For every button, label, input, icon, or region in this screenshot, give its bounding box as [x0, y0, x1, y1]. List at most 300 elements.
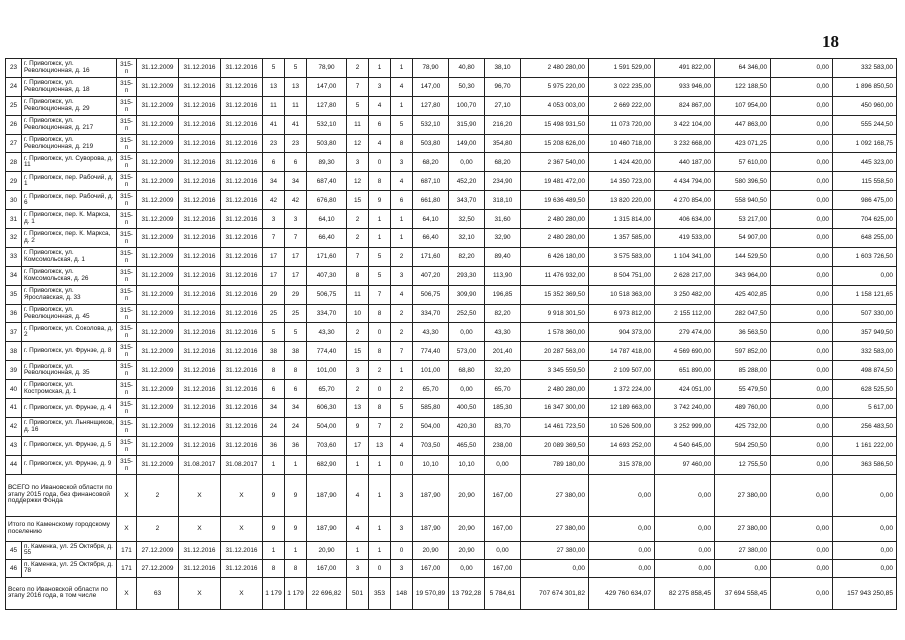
cell-s3: 491 822,00 [655, 59, 715, 78]
summary-area: 187,90 [307, 516, 347, 541]
cell-s2: 1 372 224,00 [589, 380, 655, 399]
address-cell: п. Каменка, ул. 25 Октября, д. 78 [22, 559, 117, 577]
cell-s1: 11 476 932,00 [521, 266, 589, 285]
cell-e: 7 [369, 417, 391, 436]
address-cell: г. Приволжск, ул. Фрунзе, д. 4 [22, 399, 117, 418]
summary-d1: 2 [137, 516, 179, 541]
cell-area: 64,10 [307, 210, 347, 229]
cell-s5: 0,00 [771, 210, 833, 229]
summary-area2: 187,90 [413, 516, 449, 541]
cell-s1: 2 367 540,00 [521, 153, 589, 172]
cell-area: 503,80 [307, 134, 347, 153]
cell-d1: 31.12.2009 [137, 115, 179, 134]
cell-d2: 31.12.2016 [179, 285, 221, 304]
cell-s4: 558 940,50 [715, 191, 771, 210]
cell-s5: 0,00 [771, 134, 833, 153]
cell-s1: 2 480 280,00 [521, 59, 589, 78]
cell-d1: 31.12.2009 [137, 342, 179, 361]
cell-s4: 57 610,00 [715, 153, 771, 172]
cell-s6: 445 323,00 [833, 153, 897, 172]
cell-a: 6 [263, 380, 285, 399]
summary-label: Всего по Ивановской области по этапу 2016 года, в том числе [6, 577, 117, 609]
cell-b: 8 [285, 361, 307, 380]
cell-d1: 31.12.2009 [137, 285, 179, 304]
cell-s1: 6 426 180,00 [521, 247, 589, 266]
cell-d2: 31.12.2016 [179, 541, 221, 559]
cell-h: 65,70 [485, 380, 521, 399]
summary-s4: 37 694 558,45 [715, 577, 771, 609]
cell-s2: 6 973 812,00 [589, 304, 655, 323]
summary-b: 9 [285, 474, 307, 516]
cell-s6: 1 092 168,75 [833, 134, 897, 153]
table-row [6, 59, 897, 78]
cell-s2: 11 073 720,00 [589, 115, 655, 134]
summary-s6: 157 943 250,85 [833, 577, 897, 609]
cell-s6: 0,00 [833, 541, 897, 559]
cell-s1: 15 498 931,50 [521, 115, 589, 134]
cell-d2: 31.12.2016 [179, 134, 221, 153]
cell-a: 5 [263, 59, 285, 78]
cell-g: 0,00 [449, 153, 485, 172]
cell-d1: 31.12.2009 [137, 191, 179, 210]
cell-d3: 31.12.2016 [221, 399, 263, 418]
table-row [6, 210, 897, 229]
cell-s5: 0,00 [771, 191, 833, 210]
cell-b: 13 [285, 77, 307, 96]
cell-s4: 122 188,50 [715, 77, 771, 96]
cell-e: 6 [369, 115, 391, 134]
cell-s2: 2 669 222,00 [589, 96, 655, 115]
cell-a: 8 [263, 559, 285, 577]
cell-d2: 31.12.2016 [179, 191, 221, 210]
cell-h: 0,00 [485, 541, 521, 559]
cell-code: 315-п [117, 266, 137, 285]
cell-s5: 0,00 [771, 342, 833, 361]
row-number: 27 [6, 134, 22, 153]
summary-e: 1 [369, 474, 391, 516]
summary-code: X [117, 577, 137, 609]
row-number: 26 [6, 115, 22, 134]
summary-s2: 0,00 [589, 516, 655, 541]
cell-s3: 0,00 [655, 559, 715, 577]
cell-f: 2 [391, 380, 413, 399]
cell-a: 11 [263, 96, 285, 115]
cell-d3: 31.12.2016 [221, 285, 263, 304]
cell-b: 17 [285, 266, 307, 285]
table-row [6, 229, 897, 248]
row-number: 46 [6, 559, 22, 577]
cell-f: 1 [391, 59, 413, 78]
row-number: 32 [6, 229, 22, 248]
cell-area2: 147,00 [413, 77, 449, 96]
cell-c: 7 [347, 77, 369, 96]
cell-g: 252,50 [449, 304, 485, 323]
cell-s2: 0,00 [589, 541, 655, 559]
cell-area: 676,80 [307, 191, 347, 210]
cell-e: 4 [369, 96, 391, 115]
cell-s5: 0,00 [771, 285, 833, 304]
cell-area2: 687,10 [413, 172, 449, 191]
cell-h: 32,90 [485, 229, 521, 248]
cell-g: 465,50 [449, 436, 485, 455]
cell-d2: 31.12.2016 [179, 96, 221, 115]
cell-s4: 53 217,00 [715, 210, 771, 229]
address-cell: г. Приволжск, пер. К. Маркса, д. 1 [22, 210, 117, 229]
summary-g: 20,90 [449, 516, 485, 541]
cell-a: 23 [263, 134, 285, 153]
cell-area: 66,40 [307, 229, 347, 248]
cell-s6: 1 158 121,65 [833, 285, 897, 304]
summary-a: 9 [263, 474, 285, 516]
cell-area2: 43,30 [413, 323, 449, 342]
cell-c: 17 [347, 436, 369, 455]
address-cell: г. Приволжск, ул. Революционная, д. 35 [22, 361, 117, 380]
address-cell: г. Приволжск, ул. Революционная, д. 45 [22, 304, 117, 323]
cell-d2: 31.12.2016 [179, 342, 221, 361]
cell-h: 38,10 [485, 59, 521, 78]
cell-d2: 31.12.2016 [179, 323, 221, 342]
cell-area: 703,60 [307, 436, 347, 455]
cell-e: 1 [369, 229, 391, 248]
cell-b: 3 [285, 210, 307, 229]
cell-area: 20,90 [307, 541, 347, 559]
cell-s2: 14 693 252,00 [589, 436, 655, 455]
cell-c: 12 [347, 134, 369, 153]
cell-s3: 933 946,00 [655, 77, 715, 96]
cell-code: 315-п [117, 455, 137, 474]
cell-c: 2 [347, 323, 369, 342]
summary-d3: X [221, 577, 263, 609]
cell-f: 3 [391, 559, 413, 577]
summary-b: 1 179 [285, 577, 307, 609]
cell-s5: 0,00 [771, 115, 833, 134]
cell-code: 315-п [117, 59, 137, 78]
cell-area: 682,90 [307, 455, 347, 474]
cell-a: 1 [263, 541, 285, 559]
summary-d2: X [179, 516, 221, 541]
address-cell: г. Приволжск, ул. Революционная, д. 16 [22, 59, 117, 78]
cell-c: 3 [347, 559, 369, 577]
cell-h: 82,20 [485, 304, 521, 323]
cell-f: 1 [391, 96, 413, 115]
cell-s4: 54 907,00 [715, 229, 771, 248]
cell-s6: 450 960,00 [833, 96, 897, 115]
cell-s5: 0,00 [771, 153, 833, 172]
cell-s4: 144 529,50 [715, 247, 771, 266]
summary-d1: 2 [137, 474, 179, 516]
cell-s1: 15 208 626,00 [521, 134, 589, 153]
cell-s2: 0,00 [589, 559, 655, 577]
cell-d3: 31.12.2016 [221, 172, 263, 191]
cell-e: 0 [369, 559, 391, 577]
cell-d3: 31.12.2016 [221, 77, 263, 96]
cell-s1: 14 461 723,50 [521, 417, 589, 436]
cell-s3: 424 051,00 [655, 380, 715, 399]
cell-b: 11 [285, 96, 307, 115]
cell-h: 185,30 [485, 399, 521, 418]
table-row [6, 191, 897, 210]
cell-e: 7 [369, 285, 391, 304]
cell-s1: 9 918 301,50 [521, 304, 589, 323]
cell-d2: 31.08.2017 [179, 455, 221, 474]
cell-s1: 3 345 559,50 [521, 361, 589, 380]
cell-s6: 986 475,00 [833, 191, 897, 210]
cell-d1: 31.12.2009 [137, 399, 179, 418]
cell-s5: 0,00 [771, 541, 833, 559]
cell-f: 8 [391, 134, 413, 153]
cell-d2: 31.12.2016 [179, 115, 221, 134]
cell-area2: 127,80 [413, 96, 449, 115]
cell-d1: 31.12.2009 [137, 455, 179, 474]
housing-register-table [5, 58, 897, 610]
cell-s4: 64 346,00 [715, 59, 771, 78]
summary-area2: 187,90 [413, 474, 449, 516]
address-cell: г. Приволжск, ул. Соколова, д. 2 [22, 323, 117, 342]
summary-area2: 19 570,89 [413, 577, 449, 609]
cell-a: 42 [263, 191, 285, 210]
row-number: 35 [6, 285, 22, 304]
cell-s5: 0,00 [771, 247, 833, 266]
cell-g: 100,70 [449, 96, 485, 115]
table-row [6, 134, 897, 153]
cell-d2: 31.12.2016 [179, 247, 221, 266]
cell-s3: 2 628 217,00 [655, 266, 715, 285]
cell-code: 315-п [117, 380, 137, 399]
row-number: 36 [6, 304, 22, 323]
row-number: 30 [6, 191, 22, 210]
cell-d3: 31.12.2016 [221, 342, 263, 361]
address-cell: г. Приволжск, ул. Фрунзе, д. 5 [22, 436, 117, 455]
cell-b: 42 [285, 191, 307, 210]
cell-s2: 3 022 235,00 [589, 77, 655, 96]
summary-s1: 707 674 301,82 [521, 577, 589, 609]
cell-d1: 31.12.2009 [137, 304, 179, 323]
cell-a: 29 [263, 285, 285, 304]
cell-s2: 315 378,00 [589, 455, 655, 474]
table-row [6, 153, 897, 172]
cell-b: 25 [285, 304, 307, 323]
cell-s3: 3 742 240,00 [655, 399, 715, 418]
cell-s6: 332 583,00 [833, 342, 897, 361]
cell-code: 315-п [117, 323, 137, 342]
cell-s2: 1 424 420,00 [589, 153, 655, 172]
cell-s1: 20 287 563,00 [521, 342, 589, 361]
cell-s3: 824 867,00 [655, 96, 715, 115]
row-number: 23 [6, 59, 22, 78]
cell-g: 10,10 [449, 455, 485, 474]
cell-a: 34 [263, 399, 285, 418]
cell-code: 315-п [117, 134, 137, 153]
table-row [6, 417, 897, 436]
cell-s6: 363 586,50 [833, 455, 897, 474]
cell-d3: 31.12.2016 [221, 380, 263, 399]
cell-h: 32,20 [485, 361, 521, 380]
cell-d1: 31.12.2009 [137, 77, 179, 96]
cell-code: 315-п [117, 304, 137, 323]
cell-g: 149,00 [449, 134, 485, 153]
cell-g: 400,50 [449, 399, 485, 418]
row-number: 38 [6, 342, 22, 361]
cell-s6: 1 603 726,50 [833, 247, 897, 266]
summary-area: 187,90 [307, 474, 347, 516]
cell-h: 43,30 [485, 323, 521, 342]
cell-s5: 0,00 [771, 436, 833, 455]
cell-d2: 31.12.2016 [179, 153, 221, 172]
cell-g: 82,20 [449, 247, 485, 266]
cell-d2: 31.12.2016 [179, 266, 221, 285]
summary-s1: 27 380,00 [521, 474, 589, 516]
table-row [6, 361, 897, 380]
cell-d1: 31.12.2009 [137, 266, 179, 285]
summary-d1: 63 [137, 577, 179, 609]
address-cell: г. Приволжск, ул. Комсомольская, д. 1 [22, 247, 117, 266]
cell-area: 127,80 [307, 96, 347, 115]
cell-s4: 594 250,50 [715, 436, 771, 455]
table-row [6, 541, 897, 559]
cell-c: 1 [347, 455, 369, 474]
cell-h: 0,00 [485, 455, 521, 474]
row-number: 29 [6, 172, 22, 191]
cell-s1: 27 380,00 [521, 541, 589, 559]
cell-d2: 31.12.2016 [179, 229, 221, 248]
summary-s3: 0,00 [655, 516, 715, 541]
cell-s2: 10 460 718,00 [589, 134, 655, 153]
cell-e: 1 [369, 541, 391, 559]
cell-s5: 0,00 [771, 172, 833, 191]
cell-d1: 31.12.2009 [137, 210, 179, 229]
cell-d1: 31.12.2009 [137, 153, 179, 172]
cell-d3: 31.12.2016 [221, 323, 263, 342]
cell-d2: 31.12.2016 [179, 436, 221, 455]
cell-area: 65,70 [307, 380, 347, 399]
cell-b: 34 [285, 172, 307, 191]
cell-area2: 101,00 [413, 361, 449, 380]
cell-s6: 555 244,50 [833, 115, 897, 134]
address-cell: г. Приволжск, пер. К. Маркса, д. 2 [22, 229, 117, 248]
cell-code: 171 [117, 559, 137, 577]
cell-area2: 334,70 [413, 304, 449, 323]
cell-code: 315-п [117, 285, 137, 304]
cell-s3: 97 460,00 [655, 455, 715, 474]
cell-b: 1 [285, 541, 307, 559]
cell-area2: 78,90 [413, 59, 449, 78]
cell-area: 101,00 [307, 361, 347, 380]
cell-h: 216,20 [485, 115, 521, 134]
cell-e: 1 [369, 455, 391, 474]
summary-s5: 0,00 [771, 474, 833, 516]
summary-s6: 0,00 [833, 474, 897, 516]
cell-s4: 282 047,50 [715, 304, 771, 323]
cell-c: 11 [347, 115, 369, 134]
cell-s4: 0,00 [715, 559, 771, 577]
cell-d1: 31.12.2009 [137, 134, 179, 153]
summary-h: 167,00 [485, 516, 521, 541]
cell-c: 1 [347, 541, 369, 559]
cell-s2: 1 591 529,00 [589, 59, 655, 78]
cell-d3: 31.12.2016 [221, 134, 263, 153]
summary-b: 9 [285, 516, 307, 541]
cell-c: 3 [347, 153, 369, 172]
cell-d3: 31.12.2016 [221, 304, 263, 323]
cell-e: 9 [369, 191, 391, 210]
cell-e: 0 [369, 380, 391, 399]
summary-row [6, 577, 897, 609]
cell-d1: 31.12.2009 [137, 323, 179, 342]
row-number: 39 [6, 361, 22, 380]
row-number: 43 [6, 436, 22, 455]
cell-c: 2 [347, 59, 369, 78]
cell-d3: 31.12.2016 [221, 210, 263, 229]
cell-s5: 0,00 [771, 559, 833, 577]
row-number: 33 [6, 247, 22, 266]
cell-s2: 3 575 583,00 [589, 247, 655, 266]
cell-code: 315-п [117, 399, 137, 418]
cell-area: 78,90 [307, 59, 347, 78]
cell-a: 17 [263, 266, 285, 285]
summary-area: 22 696,82 [307, 577, 347, 609]
cell-a: 8 [263, 361, 285, 380]
cell-h: 354,80 [485, 134, 521, 153]
cell-s3: 419 533,00 [655, 229, 715, 248]
row-number: 28 [6, 153, 22, 172]
cell-d2: 31.12.2016 [179, 210, 221, 229]
cell-h: 89,40 [485, 247, 521, 266]
cell-s6: 507 330,00 [833, 304, 897, 323]
cell-b: 6 [285, 153, 307, 172]
cell-area2: 65,70 [413, 380, 449, 399]
cell-s6: 115 558,50 [833, 172, 897, 191]
cell-f: 5 [391, 115, 413, 134]
table-row [6, 399, 897, 418]
cell-a: 25 [263, 304, 285, 323]
cell-d2: 31.12.2016 [179, 380, 221, 399]
row-number: 41 [6, 399, 22, 418]
cell-s6: 1 161 222,00 [833, 436, 897, 455]
page-number: 18 [822, 32, 839, 51]
cell-s5: 0,00 [771, 96, 833, 115]
cell-g: 68,80 [449, 361, 485, 380]
cell-s3: 3 252 999,00 [655, 417, 715, 436]
cell-g: 315,90 [449, 115, 485, 134]
cell-g: 293,30 [449, 266, 485, 285]
cell-h: 234,90 [485, 172, 521, 191]
table-row [6, 172, 897, 191]
cell-c: 15 [347, 191, 369, 210]
cell-area2: 407,20 [413, 266, 449, 285]
summary-s3: 82 275 858,45 [655, 577, 715, 609]
cell-area2: 20,90 [413, 541, 449, 559]
cell-d3: 31.12.2016 [221, 266, 263, 285]
cell-h: 83,70 [485, 417, 521, 436]
cell-h: 318,10 [485, 191, 521, 210]
cell-b: 5 [285, 59, 307, 78]
cell-d1: 31.12.2009 [137, 361, 179, 380]
summary-s5: 0,00 [771, 516, 833, 541]
cell-d3: 31.12.2016 [221, 436, 263, 455]
cell-g: 50,30 [449, 77, 485, 96]
cell-d3: 31.12.2016 [221, 541, 263, 559]
cell-area: 89,30 [307, 153, 347, 172]
address-cell: г. Приволжск, ул. Льнянщиков, д. 16 [22, 417, 117, 436]
cell-f: 4 [391, 172, 413, 191]
cell-s3: 406 634,00 [655, 210, 715, 229]
cell-s2: 13 820 220,00 [589, 191, 655, 210]
table-row [6, 247, 897, 266]
cell-s1: 1 578 360,00 [521, 323, 589, 342]
cell-a: 1 [263, 455, 285, 474]
cell-f: 3 [391, 266, 413, 285]
cell-s1: 2 480 280,00 [521, 380, 589, 399]
